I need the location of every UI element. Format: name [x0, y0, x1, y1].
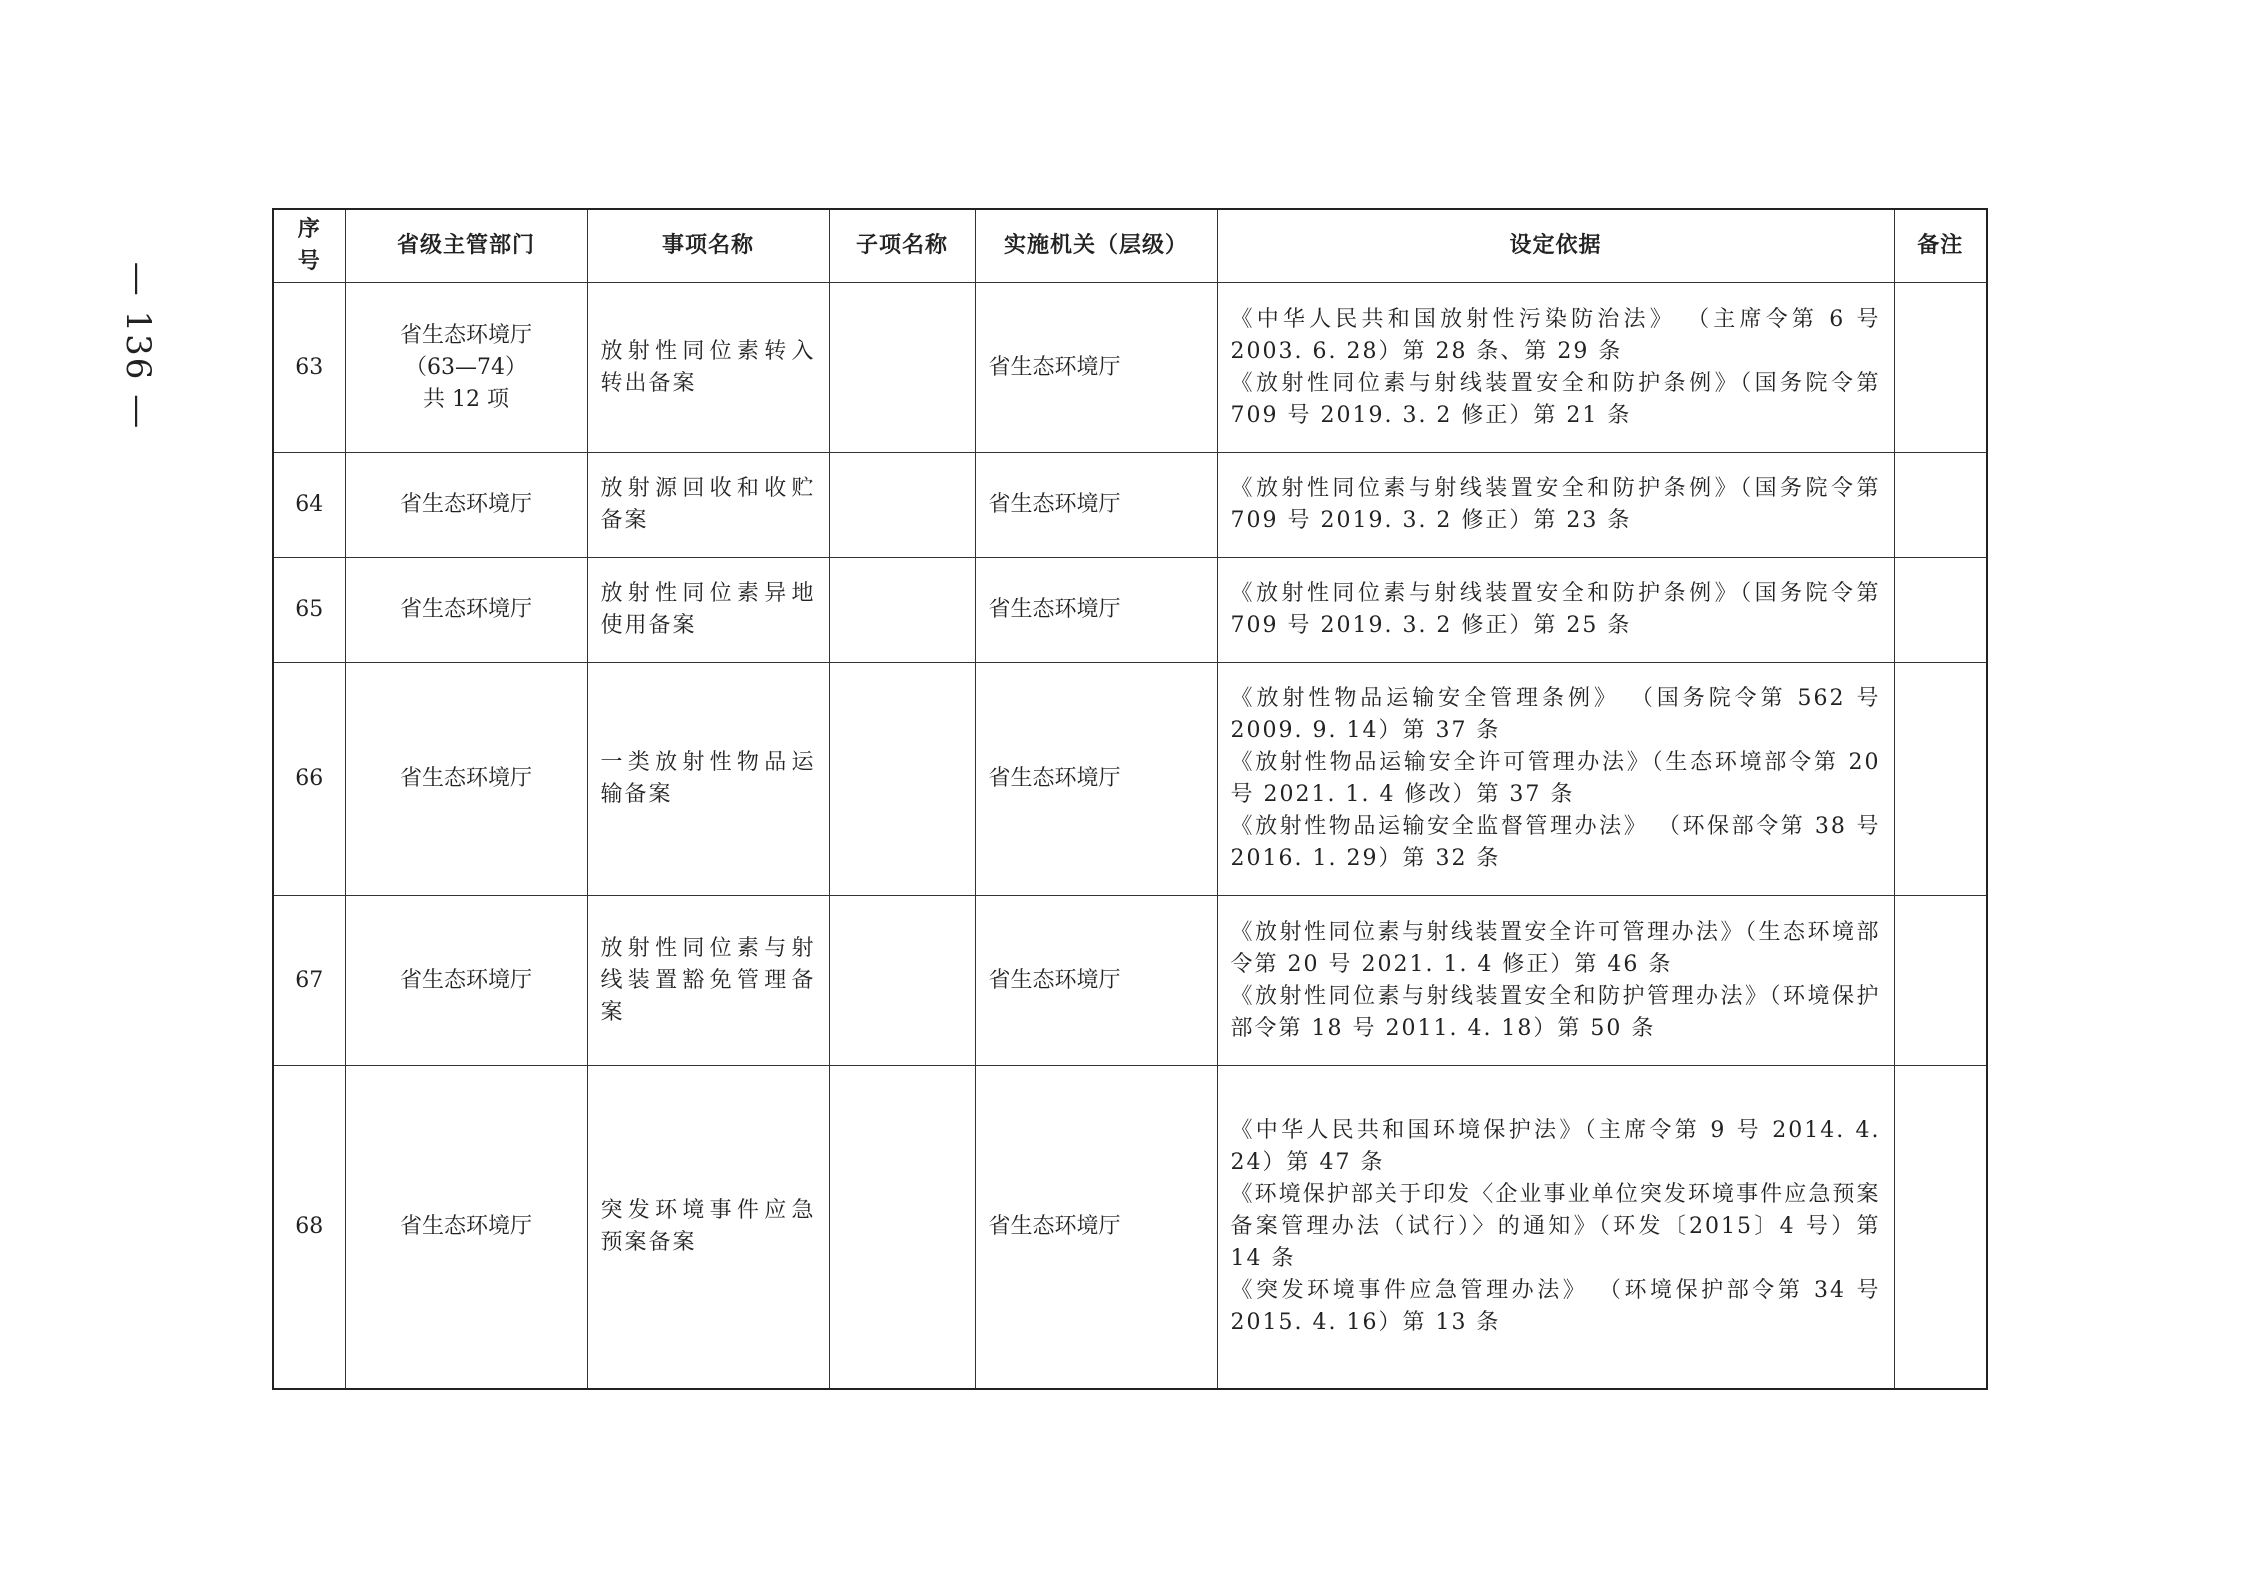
- basis-line: 《环境保护部关于印发〈企业事业单位突发环境事件应急预案备案管理办法（试行）〉的通知》（环发〔2015〕4 号）第 14 条: [1230, 1181, 1881, 1271]
- basis-line: 《中华人民共和国放射性污染防治法》 （主席令第 6 号 2003. 6. 28）第 28 条、第 29 条: [1230, 306, 1881, 364]
- header-agency: 实施机关（层级）: [975, 209, 1217, 283]
- row-note: [1894, 453, 1987, 558]
- department-name: 省生态环境厅: [399, 766, 532, 791]
- department-name: 省生态环境厅: [399, 967, 532, 993]
- header-department: 省级主管部门: [345, 209, 587, 283]
- table-row: [273, 558, 1987, 663]
- row-serial: 65: [273, 558, 345, 663]
- row-sub-item: [829, 558, 975, 663]
- header-item-name: 事项名称: [587, 209, 829, 283]
- row-sub-item: [829, 663, 975, 896]
- table-row: [273, 896, 1987, 1066]
- row-basis: [1217, 453, 1894, 558]
- row-basis: [1217, 558, 1894, 663]
- department-name: 省生态环境厅: [399, 597, 532, 622]
- row-item-name: 放射性同位素异地使用备案: [587, 558, 829, 663]
- row-item-name: 一类放射性物品运输备案: [587, 663, 829, 896]
- row-serial: 63: [273, 283, 345, 453]
- row-note: [1894, 1066, 1987, 1389]
- basis-line: 《突发环境事件应急管理办法》 （环境保护部令第 34 号 2015. 4. 16）第 13 条: [1230, 1277, 1881, 1335]
- table-row: [273, 283, 1987, 453]
- table-row: [273, 663, 1987, 896]
- page-number: — 136 —: [118, 261, 158, 431]
- basis-line: 《放射性物品运输安全监督管理办法》 （环保部令第 38 号 2016. 1. 29）第 32 条: [1230, 814, 1881, 871]
- row-note: [1894, 663, 1987, 896]
- row-serial: 68: [273, 1066, 345, 1389]
- basis-line: 《放射性同位素与射线装置安全和防护条例》（国务院令第 709 号 2019. 3. 2 修正）第 23 条: [1230, 476, 1881, 533]
- row-item-name: 放射性同位素与射线装置豁免管理备案: [587, 896, 829, 1066]
- basis-line: 《放射性同位素与射线装置安全和防护条例》（国务院令第 709 号 2019. 3. 2 修正）第 25 条: [1230, 581, 1881, 638]
- row-department: [345, 896, 587, 1066]
- table-header-row: [273, 209, 1987, 283]
- row-note: [1894, 558, 1987, 663]
- row-item-name: 放射性同位素转入转出备案: [587, 283, 829, 453]
- row-basis: [1217, 663, 1894, 896]
- row-agency: 省生态环境厅: [975, 283, 1217, 453]
- basis-line: 《放射性同位素与射线装置安全和防护管理办法》（环境保护部令第 18 号 2011. 4. 18）第 50 条: [1230, 983, 1881, 1041]
- row-sub-item: [829, 896, 975, 1066]
- row-item-name: 放射源回收和收贮备案: [587, 453, 829, 558]
- header-serial: 序号: [273, 209, 345, 283]
- table-row: [273, 453, 1987, 558]
- basis-line: 《放射性物品运输安全管理条例》 （国务院令第 562 号 2009. 9. 14）第 37 条: [1230, 686, 1881, 743]
- row-basis: [1217, 1066, 1894, 1389]
- row-agency: 省生态环境厅: [975, 663, 1217, 896]
- department-name: 省生态环境厅: [399, 1213, 532, 1239]
- basis-line: 《放射性同位素与射线装置安全和防护条例》（国务院令第 709 号 2019. 3. 2 修正）第 21 条: [1230, 370, 1881, 428]
- header-sub-item: 子项名称: [829, 209, 975, 283]
- row-department: [345, 558, 587, 663]
- row-agency: 省生态环境厅: [975, 896, 1217, 1066]
- row-department: [345, 1066, 587, 1389]
- row-sub-item: [829, 1066, 975, 1389]
- row-basis: [1217, 283, 1894, 453]
- row-note: [1894, 896, 1987, 1066]
- basis-line: 《放射性物品运输安全许可管理办法》（生态环境部令第 20 号 2021. 1. 4 修改）第 37 条: [1230, 750, 1881, 807]
- row-agency: 省生态环境厅: [975, 1066, 1217, 1389]
- department-name: 省生态环境厅: [399, 492, 532, 517]
- row-item-name: 突发环境事件应急预案备案: [587, 1066, 829, 1389]
- department-count: 共 12 项: [423, 386, 509, 412]
- row-note: [1894, 283, 1987, 453]
- row-serial: 67: [273, 896, 345, 1066]
- row-department: [345, 663, 587, 896]
- row-department: [345, 283, 587, 453]
- row-agency: 省生态环境厅: [975, 453, 1217, 558]
- basis-line: 《中华人民共和国环境保护法》（主席令第 9 号 2014. 4. 24）第 47 条: [1230, 1117, 1881, 1175]
- department-name: 省生态环境厅: [399, 322, 532, 348]
- filing-items-table: [272, 208, 1988, 1390]
- row-agency: 省生态环境厅: [975, 558, 1217, 663]
- header-note: 备注: [1894, 209, 1987, 283]
- table-row: [273, 1066, 1987, 1389]
- basis-line: 《放射性同位素与射线装置安全许可管理办法》（生态环境部令第 20 号 2021. 1. 4 修正）第 46 条: [1230, 919, 1881, 977]
- row-serial: 66: [273, 663, 345, 896]
- row-sub-item: [829, 453, 975, 558]
- department-range: （63—74）: [405, 354, 527, 380]
- row-sub-item: [829, 283, 975, 453]
- row-serial: 64: [273, 453, 345, 558]
- header-basis: 设定依据: [1217, 209, 1894, 283]
- row-basis: [1217, 896, 1894, 1066]
- row-department: [345, 453, 587, 558]
